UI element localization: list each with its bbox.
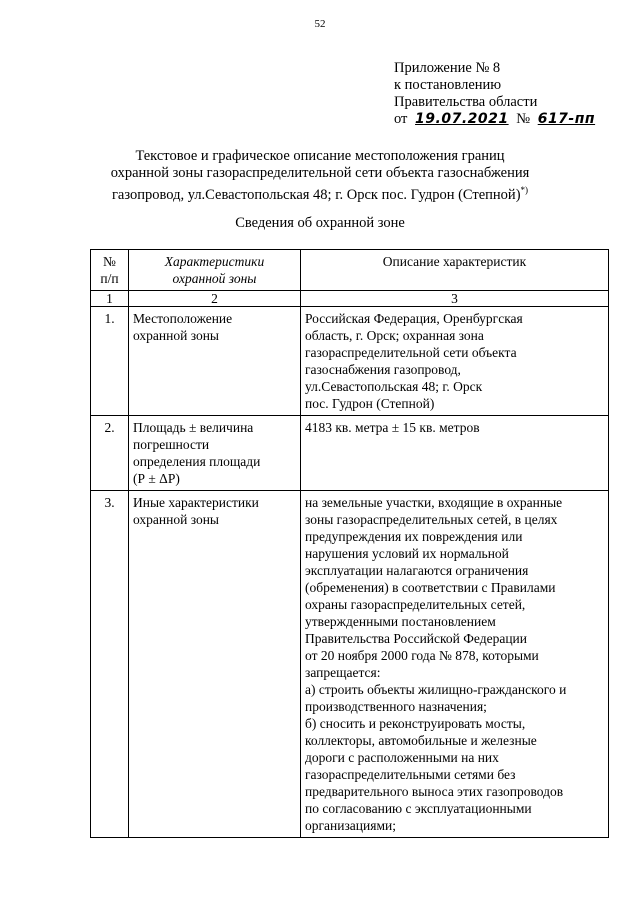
appendix-from-label: от xyxy=(394,111,408,127)
description-line: нарушения условий их нормальной xyxy=(305,546,509,561)
description-line: предупреждения их повреждения или xyxy=(305,529,523,544)
description-line: производственного назначения; xyxy=(305,699,487,714)
description-line: Правительства Российской Федерации xyxy=(305,631,527,646)
description-line: газораспределительными сетями без xyxy=(305,767,516,782)
header-number-line: № xyxy=(103,254,116,269)
description-line: газораспределительной сети объекта xyxy=(305,345,517,360)
appendix-number-label: № xyxy=(516,111,531,127)
characteristic-line: Иные характеристики xyxy=(133,495,259,510)
row-description xyxy=(301,491,609,838)
row-characteristic xyxy=(129,491,301,838)
header-description: Описание характеристик xyxy=(301,250,609,291)
row-characteristic xyxy=(129,307,301,416)
table-row xyxy=(91,491,609,838)
description-line: б) сносить и реконструировать мосты, xyxy=(305,716,526,731)
characteristic-line: охранной зоны xyxy=(133,512,220,527)
description-line: запрещается: xyxy=(305,665,381,680)
characteristic-line: (Р ± ΔР) xyxy=(133,471,180,486)
description-line: Российская Федерация, Оренбургская xyxy=(305,311,523,326)
characteristic-line: Местоположение xyxy=(133,311,233,326)
appendix-line-2: к постановлению xyxy=(394,77,502,93)
title-line-3 xyxy=(60,182,580,204)
description-line: дороги с расположенными на них xyxy=(305,750,499,765)
appendix-block xyxy=(394,60,599,128)
description-line: эксплуатации налагаются ограничения xyxy=(305,563,529,578)
description-line: коллекторы, автомобильные и железные xyxy=(305,733,537,748)
page-number: 52 xyxy=(314,18,326,30)
header-number xyxy=(91,250,129,291)
characteristic-line: определения площади xyxy=(133,454,261,469)
row-number: 2. xyxy=(91,416,129,491)
appendix-line-1: Приложение № 8 xyxy=(394,60,501,76)
description-line: утвержденными постановлением xyxy=(305,614,496,629)
title-line-1: Текстовое и графическое описание местоположения границ xyxy=(135,148,505,164)
description-line: от 20 ноября 2000 года № 878, которыми xyxy=(305,648,539,663)
title-line-3-text: газопровод, ул.Севастопольская 48; г. Орск пос. Гудрон (Степной) xyxy=(111,186,521,203)
description-line: (обременения) в соответствии с Правилами xyxy=(305,580,556,595)
row-number: 3. xyxy=(91,491,129,838)
column-number: 1 xyxy=(91,291,129,307)
column-number-row xyxy=(91,291,609,307)
title-line-2: охранной зоны газораспределительной сети объекта газоснабжения xyxy=(110,165,530,181)
description-line: по согласованию с эксплуатационными xyxy=(305,801,532,816)
row-description xyxy=(301,307,609,416)
characteristic-line: Площадь ± величина xyxy=(133,420,254,435)
appendix-date: 19.07.2021 xyxy=(415,111,509,127)
appendix-number: 617-пп xyxy=(537,111,596,127)
header-number-line: п/п xyxy=(100,271,119,286)
header-characteristics-line: Характеристики xyxy=(164,254,265,269)
description-line: предварительного выноса этих газопроводов xyxy=(305,784,564,799)
description-line: 4183 кв. метра ± 15 кв. метров xyxy=(305,420,480,435)
description-line: область, г. Орск; охранная зона xyxy=(305,328,484,343)
row-number: 1. xyxy=(91,307,129,416)
row-characteristic xyxy=(129,416,301,491)
header-characteristics-line: охранной зоны xyxy=(172,271,257,286)
table-row xyxy=(91,307,609,416)
description-line: а) строить объекты жилищно-гражданского и xyxy=(305,682,567,697)
description-line: пос. Гудрон (Степной) xyxy=(305,396,435,411)
characteristic-line: погрешности xyxy=(133,437,210,452)
column-number: 3 xyxy=(301,291,609,307)
description-line: охраны газораспределительных сетей, xyxy=(305,597,526,612)
zone-info-table xyxy=(90,249,609,838)
description-line: зоны газораспределительных сетей, в целях xyxy=(305,512,558,527)
description-line: газоснабжения газопровод, xyxy=(305,362,461,377)
section-subtitle: Сведения об охранной зоне xyxy=(235,215,405,231)
title-footnote-mark: *) xyxy=(520,185,529,195)
table-header-row xyxy=(91,250,609,291)
description-line: ул.Севастопольская 48; г. Орск xyxy=(305,379,483,394)
column-number: 2 xyxy=(129,291,301,307)
description-line: организациями; xyxy=(305,818,396,833)
characteristic-line: охранной зоны xyxy=(133,328,220,343)
table-row xyxy=(91,416,609,491)
appendix-date-line xyxy=(394,111,599,128)
document-title xyxy=(60,148,580,204)
row-description xyxy=(301,416,609,491)
appendix-line-3: Правительства области xyxy=(394,94,538,110)
header-characteristics xyxy=(129,250,301,291)
description-line: на земельные участки, входящие в охранные xyxy=(305,495,563,510)
